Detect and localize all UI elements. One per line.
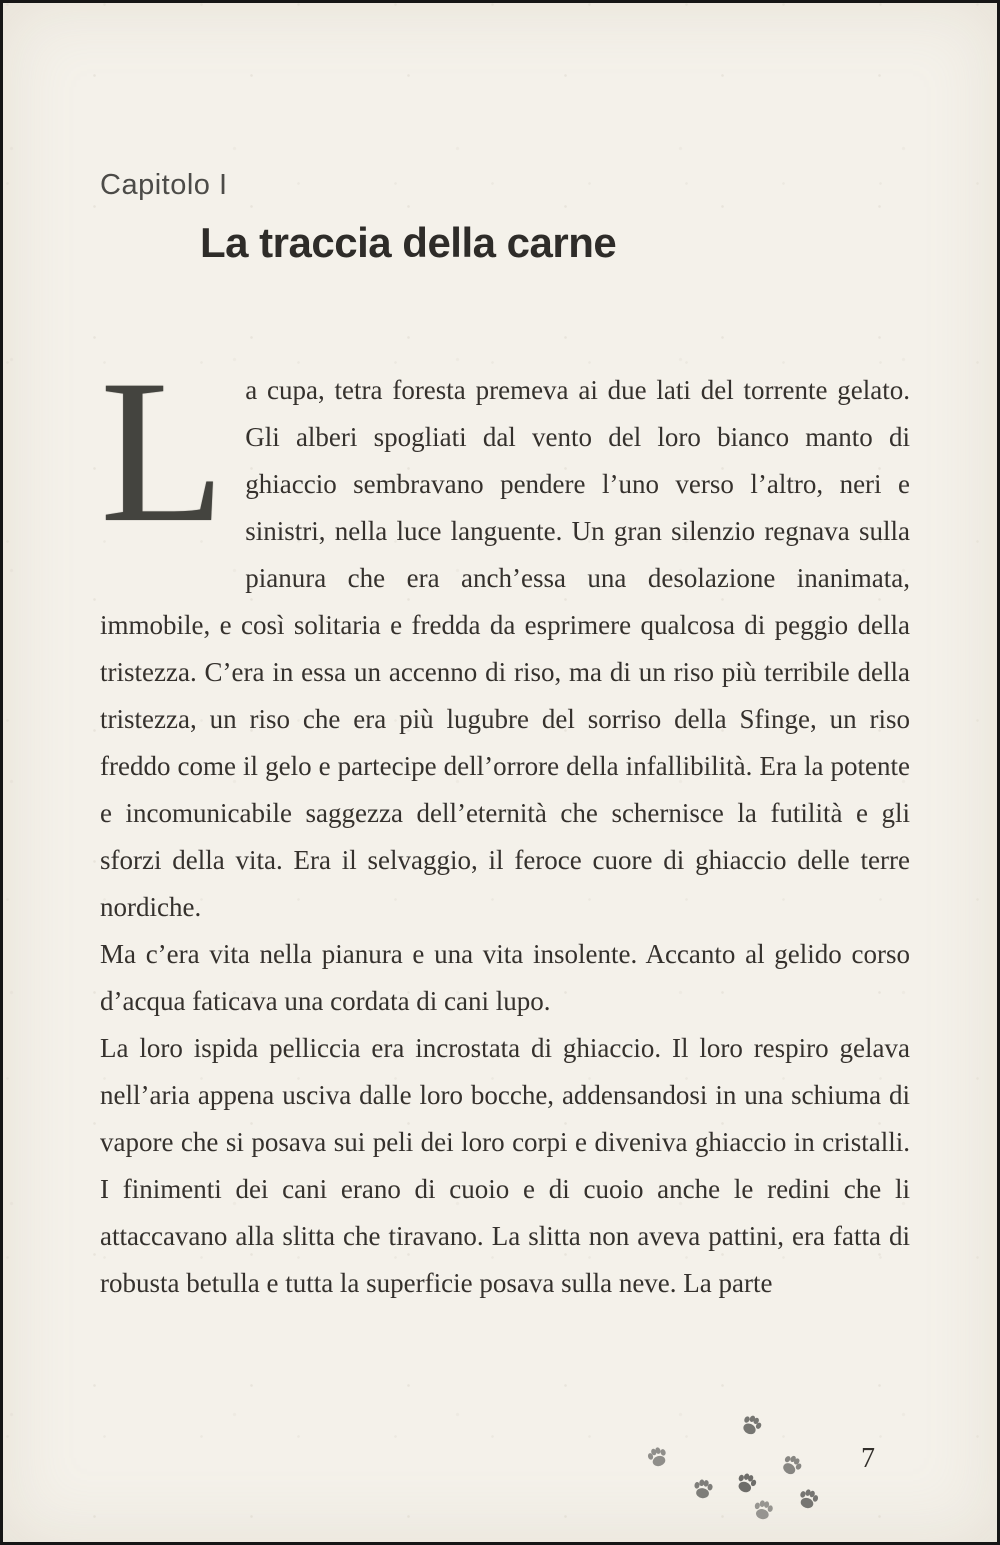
- paragraph-text: a cupa, tetra foresta premeva ai due lati del torrente gelato. Gli alberi spogliati dal vento del loro bianco manto di ghiaccio sembravano pendere l’uno verso l’altro, neri e sinistri, nella luce languente. Un gran silenzio regnava sulla pianura che era anch’essa una desolazione inanimata, immobile, e così solitaria e fredda da esprimere qualcosa di peggio della tristezza. C’era in essa un accenno di riso, ma di un riso più terribile della tristezza, un riso che era più lugubre del sorriso della Sfinge, un riso freddo come il gelo e partecipe dell’orrore della infallibilità. Era la potente e incomunicabile saggezza dell’eternità che schernisce la futilità e gli sforzi della vita. Era il selvaggio, il feroce cuore di ghiaccio delle terre nordiche.: [100, 375, 910, 922]
- drop-cap: L: [100, 338, 226, 565]
- paragraph: [100, 338, 910, 931]
- page-number: 7: [861, 1443, 875, 1474]
- paragraph: La loro ispida pelliccia era incrostata di ghiaccio. Il loro respiro gelava nell’aria appena usciva dalle loro bocche, addensandosi in una schiuma di vapore che si posava sui peli dei loro corpi e diveniva ghiaccio in cristalli. I finimenti dei cani erano di cuoio e di cuoio anche le redini che li attaccavano alla slitta che tiravano. La slitta non aveva pattini, era fatta di robusta betulla e tutta la superficie posava sulla neve. La parte: [100, 1033, 910, 1298]
- body-text: [100, 338, 910, 1307]
- chapter-label: Capitolo I: [100, 169, 228, 201]
- chapter-title: La traccia della carne: [200, 219, 617, 266]
- paragraph: Ma c’era vita nella pianura e una vita insolente. Accanto al gelido corso d’acqua faticava una cordata di cani lupo.: [100, 939, 910, 1016]
- paw-prints-icon: [603, 1408, 843, 1523]
